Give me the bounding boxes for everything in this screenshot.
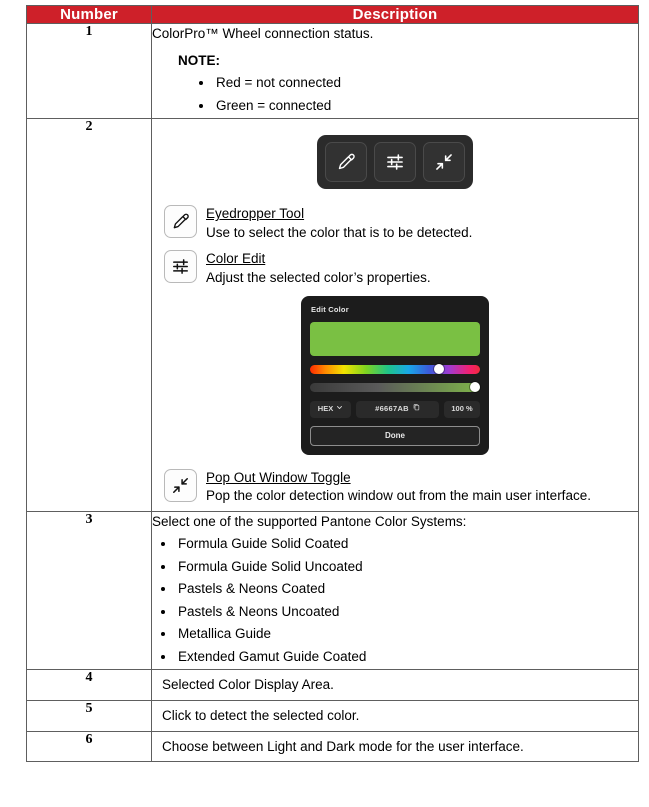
color-mode-select[interactable] [310,401,351,418]
toolbar-pop-out-button[interactable] [423,142,465,182]
row-number: 1 [27,24,152,119]
color-tools-toolbar [317,135,473,189]
table-row [27,670,639,701]
arrows-in-icon [164,469,197,502]
chevron-down-icon [336,404,343,415]
table-header-row [27,6,639,24]
column-header-number: Number [27,6,152,24]
feature-description-text: Adjust the selected color’s properties. [206,269,431,285]
feature-eyedropper-tool [164,203,638,242]
feature-description-text: Pop the color detection window out from the main user interface. [206,488,591,504]
hex-value-text: #6667AB [375,403,409,413]
column-header-description: Description [152,6,639,24]
row-description: Click to detect the selected color. [152,700,639,731]
row-number: 2 [27,119,152,512]
feature-text [206,203,472,242]
feature-title: Pop Out Window Toggle [206,469,351,485]
sliders-icon [385,152,405,172]
list-item: • Extended Gamut Guide Coated [176,647,638,667]
arrows-in-icon [434,152,454,172]
list-item: • Formula Guide Solid Coated [176,534,638,554]
opacity-slider-handle[interactable] [470,382,480,392]
hue-slider-handle[interactable] [434,364,444,374]
table-row [27,119,639,512]
feature-description-table [26,5,639,762]
row-description [152,24,639,119]
edit-color-dialog [301,296,489,455]
done-button[interactable]: Done [310,426,480,446]
pantone-systems-list [152,534,638,666]
list-item: • Pastels & Neons Coated [176,579,638,599]
row-number: 4 [27,670,152,701]
toolbar-color-edit-button[interactable] [374,142,416,182]
list-item: • Green = connected [214,96,638,116]
row3-intro-text: Select one of the supported Pantone Color Systems: [152,514,467,530]
dialog-title: Edit Color [311,304,349,314]
color-mode-label: HEX [317,403,334,413]
feature-color-edit [164,248,638,287]
opacity-input[interactable]: 100 % [444,401,480,418]
list-item: • Red = not connected [214,73,638,93]
edit-color-dialog-illustration [152,296,638,455]
feature-text [206,467,591,506]
row-description: Choose between Light and Dark mode for the user interface. [152,731,639,762]
feature-description-text: Use to select the color that is to be detected. [206,224,473,240]
color-value-fields [310,401,480,418]
row-description [152,119,639,512]
opacity-slider[interactable] [310,383,480,392]
color-preview-swatch [310,322,480,356]
row-number: 3 [27,512,152,670]
note-bullet-list [152,73,638,115]
table-row [27,24,639,119]
toolbar-eyedropper-button[interactable] [325,142,367,182]
row-number: 5 [27,700,152,731]
feature-title: Eyedropper Tool [206,206,305,222]
copy-icon[interactable] [413,403,420,415]
table-row [27,512,639,670]
row-number: 6 [27,731,152,762]
note-label: NOTE: [178,52,220,68]
eyedropper-icon [336,152,356,172]
table-row [27,700,639,731]
feature-title: Color Edit [206,251,266,267]
sliders-icon [164,250,197,283]
list-item: • Pastels & Neons Uncoated [176,602,638,622]
table-row [27,731,639,762]
feature-text [206,248,431,287]
hue-slider[interactable] [310,365,480,374]
row-description: Selected Color Display Area. [152,670,639,701]
row-description [152,512,639,670]
eyedropper-icon [164,205,197,238]
hex-value-input[interactable] [356,401,439,418]
list-item: • Formula Guide Solid Uncoated [176,557,638,577]
feature-pop-out-window-toggle [164,467,638,506]
toolbar-illustration [152,135,638,189]
row1-intro-text: ColorPro™ Wheel connection status. [152,26,374,41]
list-item: • Metallica Guide [176,624,638,644]
